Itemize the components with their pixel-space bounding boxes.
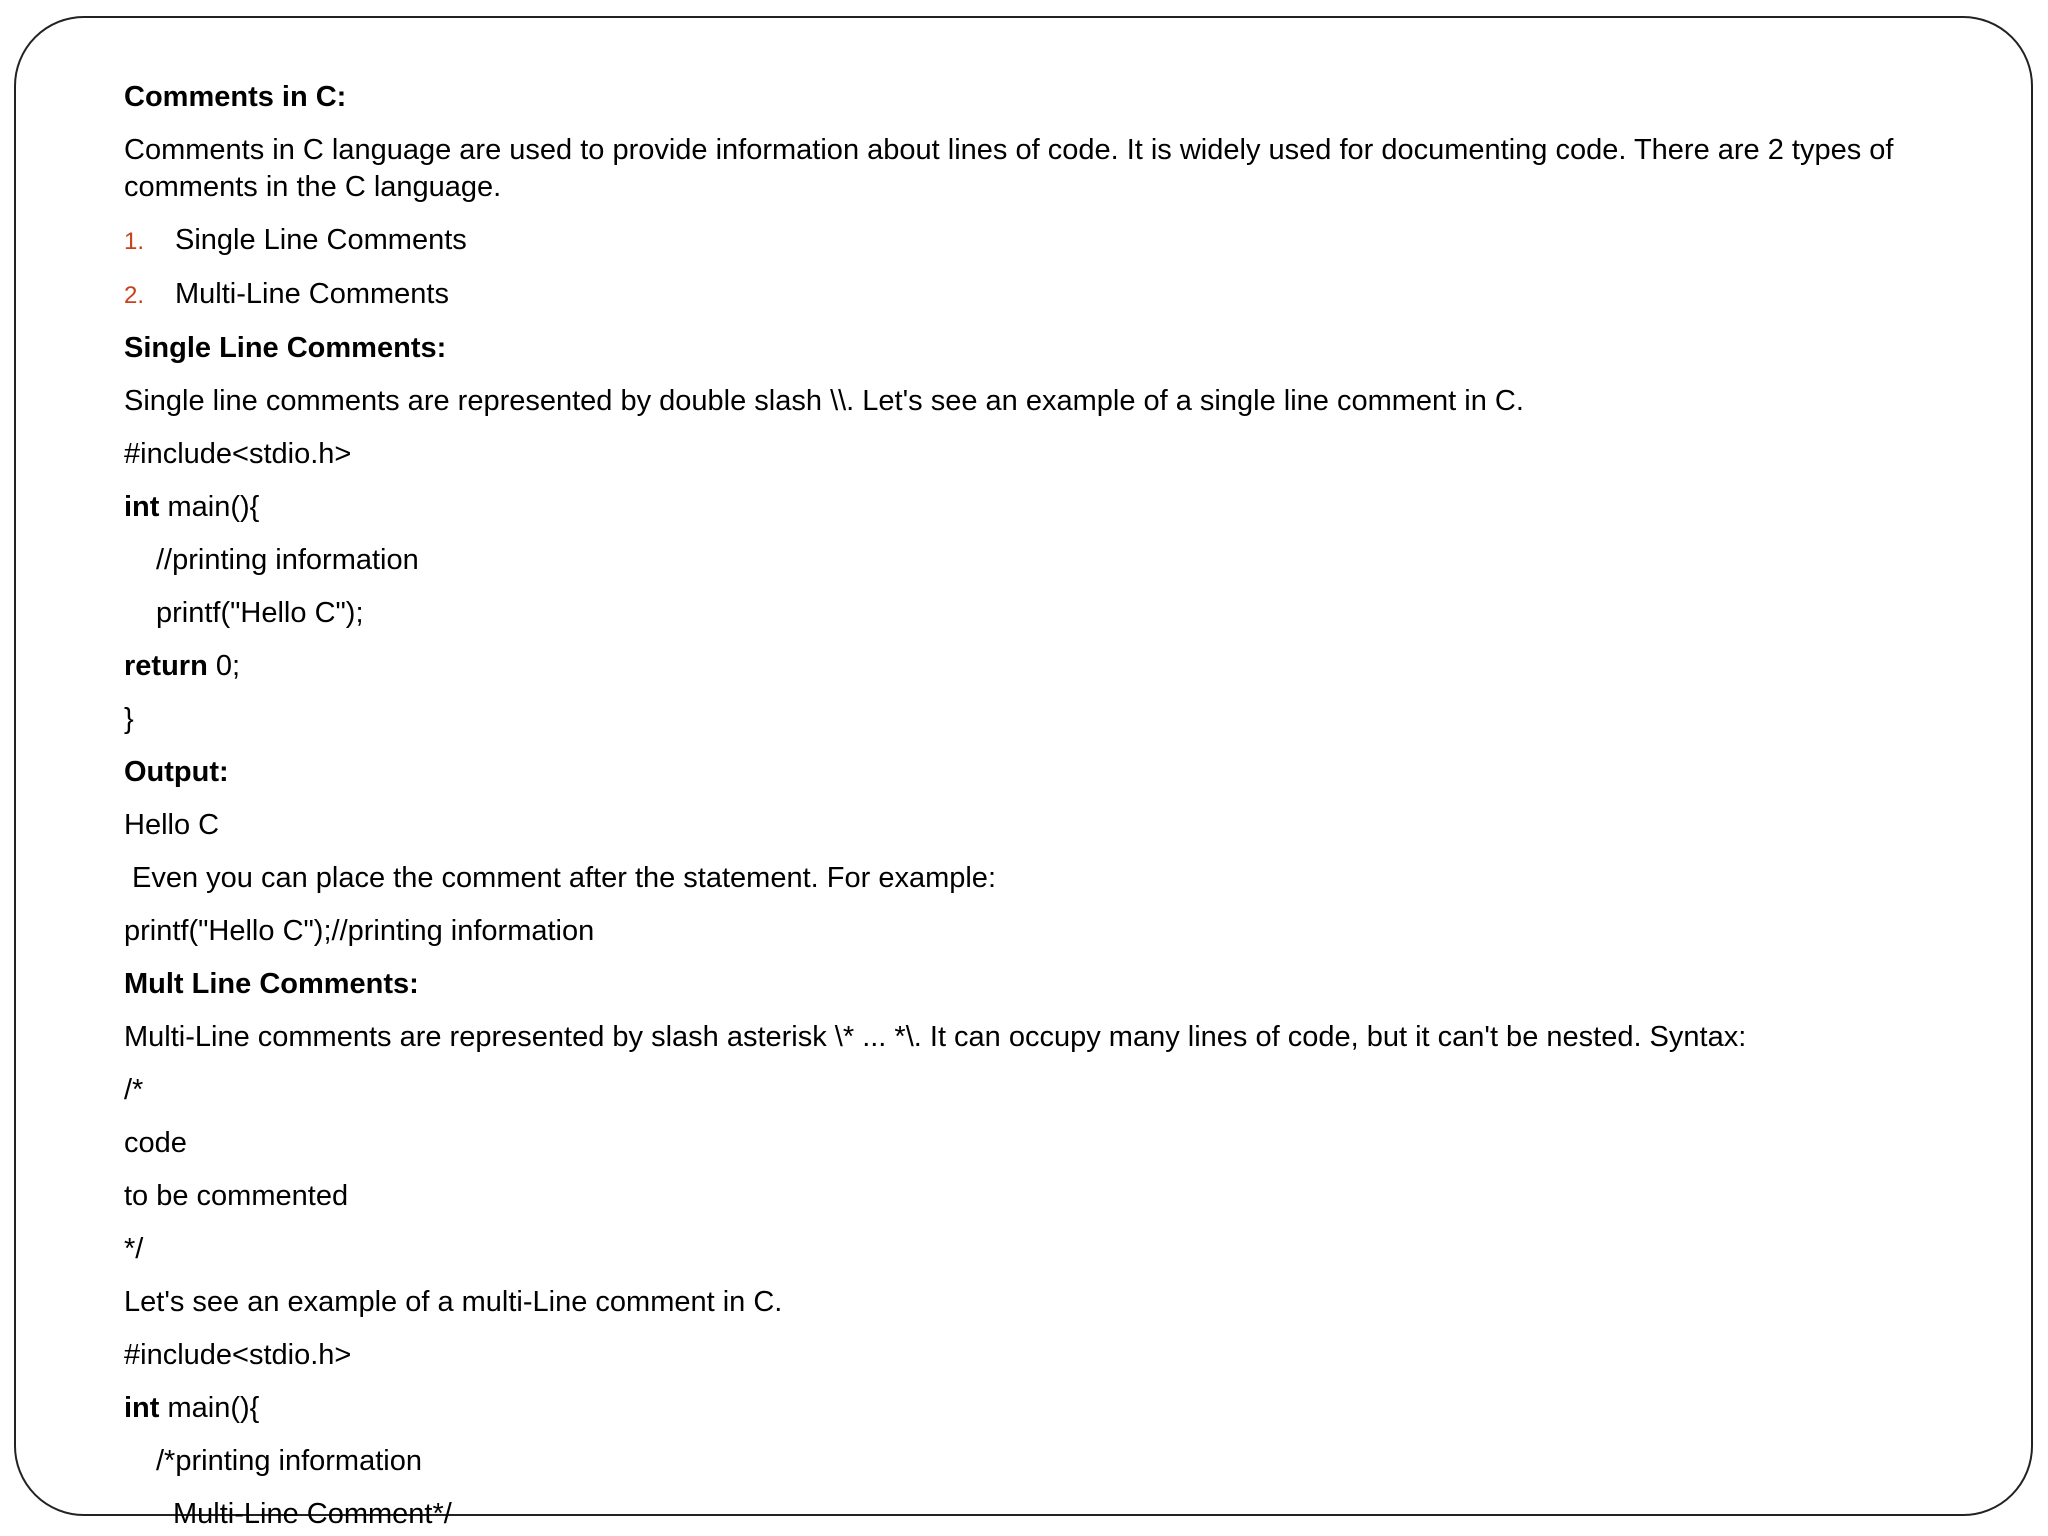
syntax-line-code: code bbox=[124, 1127, 187, 1159]
list-number: 2. bbox=[124, 282, 145, 309]
code1-return bbox=[124, 648, 1954, 685]
code1-include: #include<stdio.h> bbox=[124, 438, 352, 470]
keyword-return: return bbox=[124, 650, 208, 682]
code1-comment: //printing information bbox=[156, 544, 419, 576]
intro-paragraph: Comments in C language are used to provide information about lines of code. It is widely used for documenting code. There are 2 types of comments in the C language. bbox=[124, 134, 1894, 203]
syntax-open: /* bbox=[124, 1074, 144, 1106]
code-text: main(){ bbox=[159, 1392, 260, 1424]
code1-close-brace: } bbox=[124, 703, 134, 735]
single-line-description: Single line comments are represented by double slash \\. Let's see an example of a single line comment in C. bbox=[124, 385, 1524, 417]
heading-comments-in-c: Comments in C: bbox=[124, 81, 347, 113]
list-item-label: Single Line Comments bbox=[175, 224, 467, 256]
code1-main bbox=[124, 489, 1954, 526]
inline-comment-example: printf("Hello C");//printing information bbox=[124, 915, 595, 947]
syntax-line-to-be-commented: to be commented bbox=[124, 1180, 349, 1212]
code2-comment-line2: Multi-Line Comment*/ bbox=[173, 1498, 452, 1530]
list-item-single-line bbox=[124, 222, 1954, 260]
output-text: Hello C bbox=[124, 809, 220, 841]
list-item-label: Multi-Line Comments bbox=[175, 278, 449, 310]
keyword-int: int bbox=[124, 491, 160, 523]
code1-printf: printf("Hello C"); bbox=[156, 597, 364, 629]
keyword-int: int bbox=[124, 1392, 160, 1424]
list-item-multi-line bbox=[124, 276, 1954, 314]
heading-multi-line-comments: Mult Line Comments: bbox=[124, 968, 419, 1000]
code2-include: #include<stdio.h> bbox=[124, 1339, 352, 1371]
slide-content bbox=[124, 79, 1954, 1536]
code-text: 0; bbox=[207, 650, 241, 682]
code2-comment-line1: /*printing information bbox=[156, 1445, 422, 1477]
multi-example-intro: Let's see an example of a multi-Line comment in C. bbox=[124, 1286, 783, 1318]
code-text: main(){ bbox=[159, 491, 260, 523]
syntax-close: */ bbox=[124, 1233, 144, 1265]
multi-line-description: Multi-Line comments are represented by slash asterisk \* ... *\. It can occupy many lines of code, but it can't be nested. Syntax: bbox=[124, 1021, 1747, 1053]
heading-single-line-comments: Single Line Comments: bbox=[124, 332, 447, 364]
code2-main bbox=[124, 1390, 1954, 1427]
list-number: 1. bbox=[124, 228, 145, 255]
after-statement-text: Even you can place the comment after the statement. For example: bbox=[132, 862, 996, 894]
heading-output: Output: bbox=[124, 756, 229, 788]
